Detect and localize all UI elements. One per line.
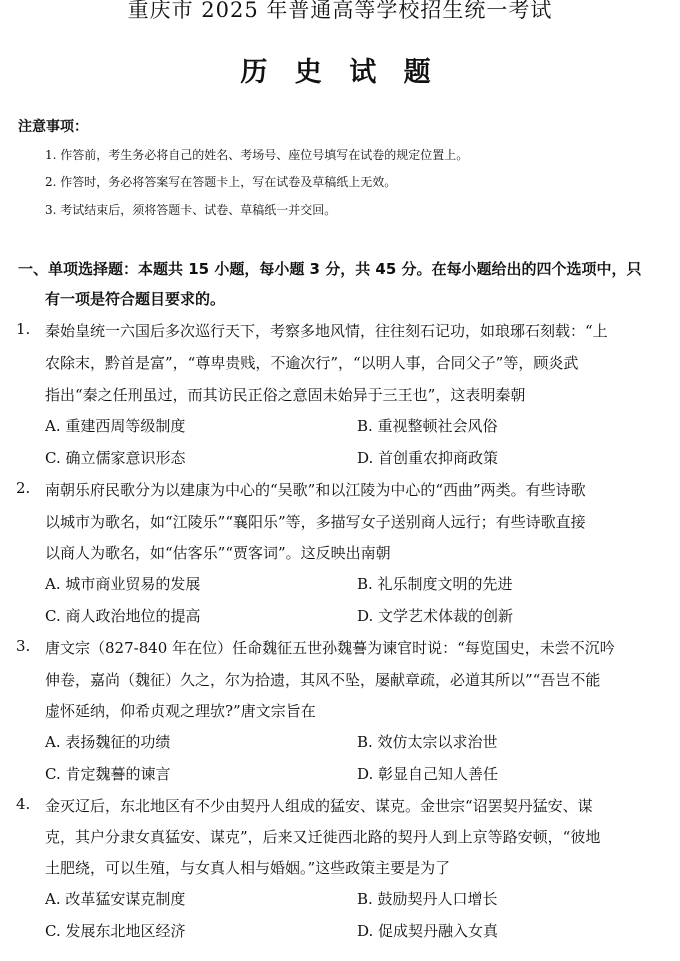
section-instruction: 有一项是符合题目要求的。 bbox=[45, 290, 226, 308]
option-b[interactable]: B. 礼乐制度文明的先进 bbox=[357, 575, 513, 593]
question-text: 唐文宗（827-840 年在位）任命魏征五世孙魏謩为谏官时说：“每览国史，未尝不沉吟 bbox=[45, 639, 615, 657]
section-instruction: 一、单项选择题：本题共 15 小题，每小题 3 分，共 45 分。在每小题给出的四个选项中，只 bbox=[18, 260, 642, 278]
option-b[interactable]: B. 鼓励契丹人口增长 bbox=[357, 890, 498, 908]
option-c[interactable]: C. 确立儒家意识形态 bbox=[45, 449, 186, 467]
option-c[interactable]: C. 肯定魏謩的谏言 bbox=[45, 765, 171, 783]
question-text: 以商人为歌名，如“估客乐”“贾客词”。这反映出南朝 bbox=[45, 544, 391, 562]
notice-item: 3. 考试结束后，须将答题卡、试卷、草稿纸一并交回。 bbox=[45, 203, 337, 217]
question-text: 金灭辽后，东北地区有不少由契丹人组成的猛安、谋克。金世宗“诏罢契丹猛安、谋 bbox=[45, 797, 593, 815]
question-text: 农除末，黔首是富”，“尊卑贵贱，不逾次行”，“以明人事，合同父子”等，顾炎武 bbox=[45, 354, 579, 372]
question-number: 3. bbox=[16, 637, 31, 655]
option-c[interactable]: C. 发展东北地区经济 bbox=[45, 922, 186, 940]
option-b[interactable]: B. 效仿太宗以求治世 bbox=[357, 733, 498, 751]
option-d[interactable]: D. 彰显自己知人善任 bbox=[357, 765, 499, 783]
question-text: 克，其户分隶女真猛安、谋克”，后来又迁徙西北路的契丹人到上京等路安顿，“彼地 bbox=[45, 828, 601, 846]
question-number: 2. bbox=[16, 479, 31, 497]
question-text: 土肥绕，可以生殖，与女真人相与婚姻。”这些政策主要是为了 bbox=[45, 859, 451, 877]
option-a[interactable]: A. 改革猛安谋克制度 bbox=[45, 890, 186, 908]
question-text: 指出“秦之任刑虽过，而其访民正俗之意固未始异于三王也”，这表明秦朝 bbox=[45, 386, 526, 404]
option-a[interactable]: A. 重建西周等级制度 bbox=[45, 417, 186, 435]
question-number: 1. bbox=[16, 320, 31, 338]
option-d[interactable]: D. 首创重农抑商政策 bbox=[357, 449, 499, 467]
notice-heading: 注意事项： bbox=[18, 119, 88, 135]
notice-item: 2. 作答时，务必将答案写在答题卡上，写在试卷及草稿纸上无效。 bbox=[45, 175, 397, 189]
exam-title: 重庆市 2025 年普通高等学校招生统一考试 bbox=[127, 0, 553, 22]
option-d[interactable]: D. 文学艺术体裁的创新 bbox=[357, 607, 514, 625]
question-text: 秦始皇统一六国后多次巡行天下，考察多地风情，往往刻石记功，如琅琊石刻载：“上 bbox=[45, 322, 608, 340]
question-text: 虚怀延纳，仰希贞观之理欤?”唐文宗旨在 bbox=[45, 702, 316, 720]
option-d[interactable]: D. 促成契丹融入女真 bbox=[357, 922, 499, 940]
notice-item: 1. 作答前，考生务必将自己的姓名、考场号、座位号填写在试卷的规定位置上。 bbox=[45, 148, 469, 162]
option-a[interactable]: A. 城市商业贸易的发展 bbox=[45, 575, 201, 593]
question-text: 伸卷，嘉尚（魏征）久之，尔为拾遗，其风不坠，屡献章疏，必道其所以”“吾岂不能 bbox=[45, 671, 601, 689]
subject-title: 历 史 试 题 bbox=[240, 57, 440, 88]
question-text: 以城市为歌名，如“江陵乐”“襄阳乐”等，多描写女子送别商人远行；有些诗歌直接 bbox=[45, 513, 586, 531]
question-text: 南朝乐府民歌分为以建康为中心的“吴歌”和以江陵为中心的“西曲”两类。有些诗歌 bbox=[45, 481, 586, 499]
option-c[interactable]: C. 商人政治地位的提高 bbox=[45, 607, 201, 625]
option-b[interactable]: B. 重视整顿社会风俗 bbox=[357, 417, 498, 435]
question-number: 4. bbox=[16, 795, 31, 813]
option-a[interactable]: A. 表扬魏征的功绩 bbox=[45, 733, 171, 751]
